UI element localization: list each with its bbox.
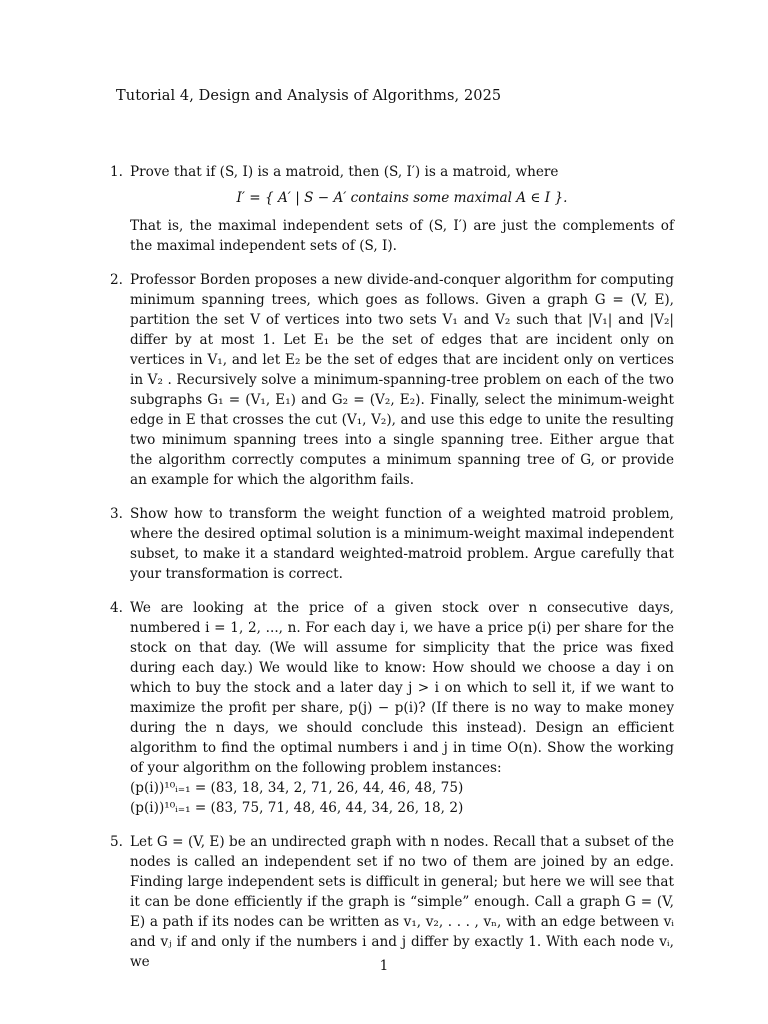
problem-number: 5.: [110, 834, 123, 850]
problem-body: [130, 504, 674, 584]
problem-1: [110, 162, 674, 256]
page-title: Tutorial 4, Design and Analysis of Algorithms, 2025: [116, 88, 502, 104]
problem-text: Let G = (V, E) be an undirected graph with n nodes. Recall that a subset of the nodes is called an independent set if no two of them are joined by an edge. Finding large independent sets is difficult in general; but here we will see that it can be done efficiently if the graph is “simple” enough. Call a graph G = (V, E) a path if its nodes can be written as v₁, v₂, . . . , vₙ, with an edge between vᵢ and vⱼ if and only if the numbers i and j differ by exactly 1. With each node vᵢ, we: [130, 834, 674, 970]
problem-text: We are looking at the price of a given stock over n consecutive days, numbered i = 1, 2, ..., n. For each day i, we have a price p(i) per share for the stock on that day. (We will assume for simplicity that the price was fixed during each day.) We would like to know: How should we choose a day i on which to buy the stock and a later day j > i on which to sell it, if we want to maximize the profit per share, p(j) − p(i)? (If there is no way to make money during the n days, we should conclude this instead). Design an efficient algorithm to find the optimal numbers i and j in time O(n). Show the working of your algorithm on the following problem instances:: [130, 600, 674, 776]
problem-4: [110, 598, 674, 818]
problem-body: [130, 832, 674, 972]
problem-number: 4.: [110, 600, 123, 616]
problem-number: 1.: [110, 164, 123, 180]
problem-body: [130, 598, 674, 818]
problem-5: [110, 832, 674, 972]
page-number: 1: [379, 958, 389, 974]
problem-number: 2.: [110, 272, 123, 288]
problem-2: [110, 270, 674, 490]
problem-instance-1: (p(i))¹⁰ᵢ₌₁ = (83, 18, 34, 2, 71, 26, 44, 46, 48, 75): [130, 780, 464, 796]
problem-text: That is, the maximal independent sets of (S, I′) are just the complements of the maximal independent sets of (S, I).: [130, 218, 674, 254]
problem-body: [130, 162, 674, 256]
problem-text: Show how to transform the weight function of a weighted matroid problem, where the desired optimal solution is a minimum-weight maximal independent subset, to make it a standard weighted-matroid problem. Argue carefully that your transformation is correct.: [130, 506, 674, 582]
problem-3: [110, 504, 674, 584]
problem-body: [130, 270, 674, 490]
problem-instance-2: (p(i))¹⁰ᵢ₌₁ = (83, 75, 71, 48, 46, 44, 34, 26, 18, 2): [130, 800, 464, 816]
problem-list: [110, 162, 674, 986]
display-equation: I′ = { A′ | S − A′ contains some maximal A ∈ I }.: [236, 190, 568, 206]
problem-number: 3.: [110, 506, 123, 522]
problem-text: Prove that if (S, I) is a matroid, then (S, I′) is a matroid, where: [130, 164, 559, 180]
problem-text: Professor Borden proposes a new divide-and-conquer algorithm for computing minimum spanning trees, which goes as follows. Given a graph G = (V, E), partition the set V of vertices into two sets V₁ and V₂ such that |V₁| and |V₂| differ by at most 1. Let E₁ be the set of edges that are incident only on vertices in V₁, and let E₂ be the set of edges that are incident only on vertices in V₂ . Recursively solve a minimum-spanning-tree problem on each of the two subgraphs G₁ = (V₁, E₁) and G₂ = (V₂, E₂). Finally, select the minimum-weight edge in E that crosses the cut (V₁, V₂), and use this edge to unite the resulting two minimum spanning trees into a single spanning tree. Either argue that the algorithm correctly computes a minimum spanning tree of G, or provide an example for which the algorithm fails.: [130, 272, 674, 488]
